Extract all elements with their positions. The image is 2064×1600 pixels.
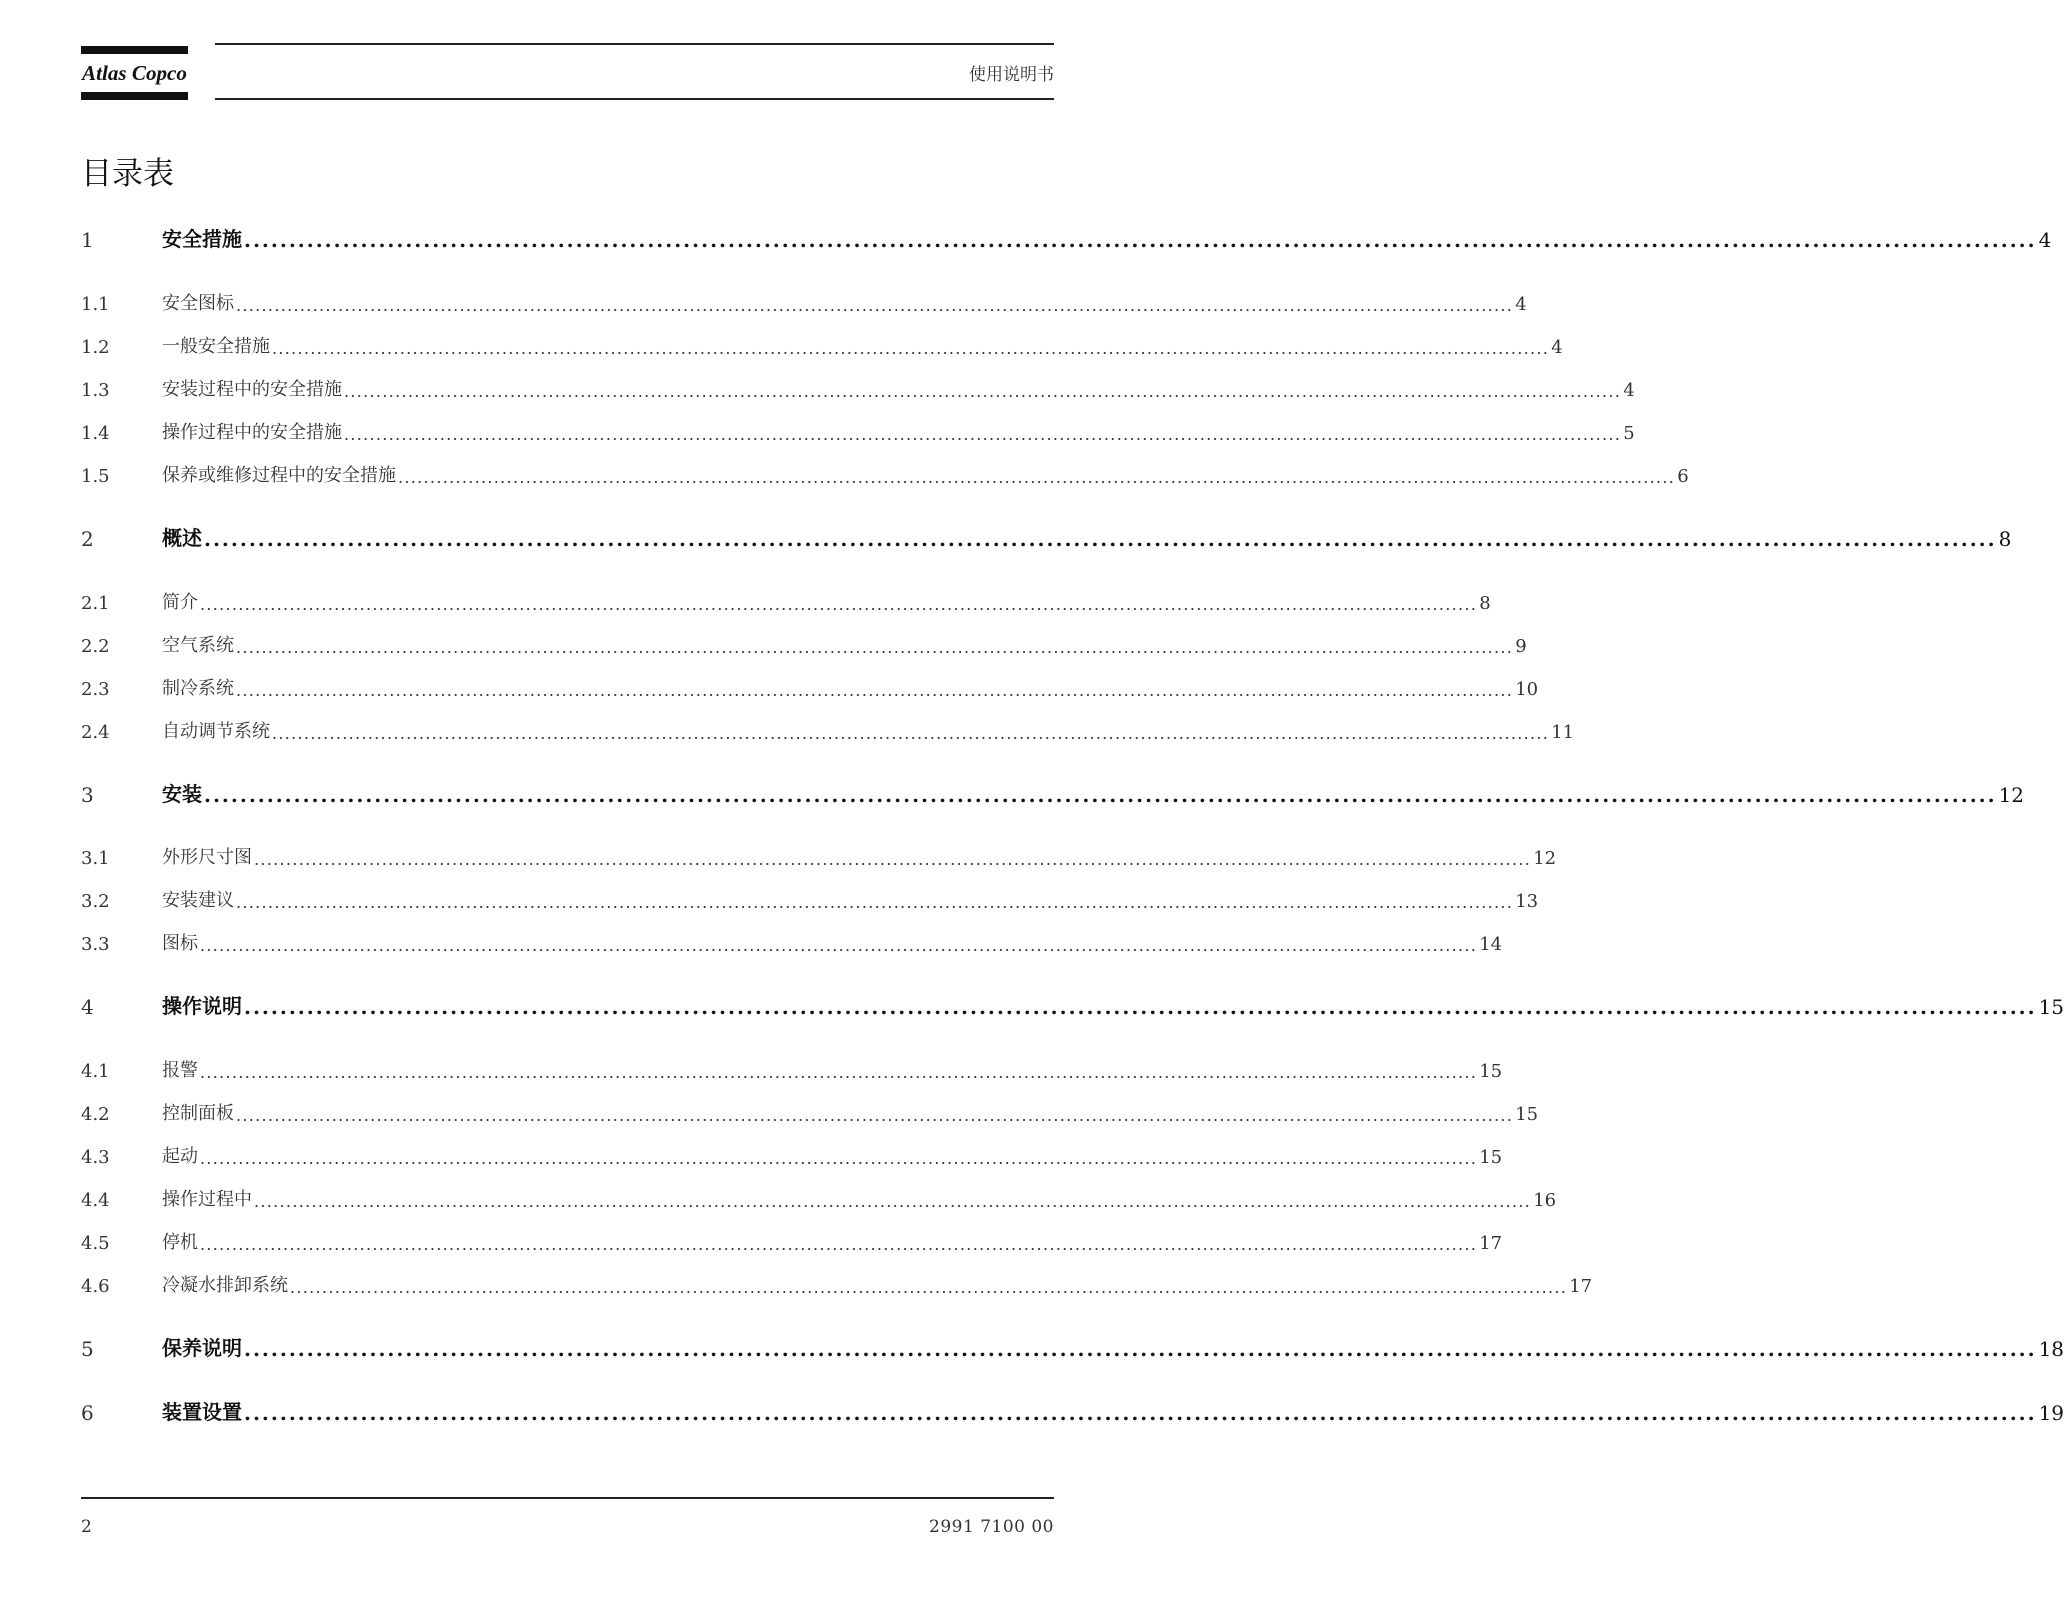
- toc-entry-page[interactable]: 4: [1515, 294, 1527, 315]
- toc-dot-leader: ........................................................................................................................................................................................................: [290, 1278, 1568, 1297]
- toc-dot-leader: ........................................................................................................................................................................................................: [344, 382, 1622, 401]
- logo-wordmark: [81, 58, 188, 88]
- toc-section-entry[interactable]: [81, 371, 1635, 401]
- logo-top-bar: [81, 46, 188, 54]
- toc-entry-number: 2: [81, 527, 94, 551]
- toc-entry-label[interactable]: 安装建议: [162, 890, 234, 911]
- toc-dot-leader: ........................................................................................................................................................................................................: [254, 1192, 1532, 1211]
- toc-dot-leader: ........................................................................................................................................................................................................: [236, 681, 1514, 700]
- toc-entry-page[interactable]: 10: [1515, 679, 1539, 700]
- footer-doc-code: 2991 7100 00: [929, 1517, 1054, 1537]
- toc-dot-leader: ........................................................................................................................................................................................................: [254, 850, 1532, 869]
- toc-chapter-entry[interactable]: [81, 989, 2064, 1019]
- toc-entry-label[interactable]: 控制面板: [162, 1103, 234, 1124]
- toc-entry-number: 4.6: [81, 1276, 110, 1297]
- toc-dot-leader: ........................................................................................................................................................................................................: [236, 893, 1514, 912]
- logo-bottom-bar: [81, 92, 188, 100]
- toc-entry-number: 3: [81, 783, 94, 807]
- toc-entry-page[interactable]: 9: [1515, 636, 1527, 657]
- toc-chapter-entry[interactable]: [81, 521, 2012, 551]
- toc-dot-leader: ........................................................................................................................................................................................................: [244, 1401, 2037, 1425]
- header-title: 使用说明书: [969, 65, 1054, 85]
- toc-entry-page[interactable]: 11: [1551, 722, 1575, 743]
- toc-entry-number: 1.3: [81, 380, 110, 401]
- footer-rule: [81, 1497, 1054, 1499]
- toc-entry-number: 2.2: [81, 636, 110, 657]
- toc-dot-leader: ........................................................................................................................................................................................................: [272, 724, 1550, 743]
- toc-entry-label[interactable]: 操作过程中的安全措施: [162, 422, 342, 443]
- toc-entry-label[interactable]: 装置设置: [162, 1400, 242, 1424]
- toc-entry-number: 4.5: [81, 1233, 110, 1254]
- toc-section-entry[interactable]: [81, 1181, 1557, 1211]
- toc-entry-number: 1: [81, 228, 94, 252]
- toc-title: 目录表: [81, 156, 174, 192]
- toc-section-entry[interactable]: [81, 925, 1503, 955]
- toc-section-entry[interactable]: [81, 713, 1575, 743]
- toc-entry-page[interactable]: 12: [1998, 783, 2025, 807]
- toc-entry-number: 2.3: [81, 679, 110, 700]
- toc-entry-page[interactable]: 15: [1479, 1147, 1503, 1168]
- toc-dot-leader: ........................................................................................................................................................................................................: [244, 228, 2037, 252]
- toc-section-entry[interactable]: [81, 627, 1527, 657]
- header-bottom-rule: [215, 98, 1054, 100]
- toc-section-entry[interactable]: [81, 285, 1527, 315]
- toc-entry-number: 3.1: [81, 848, 110, 869]
- toc-chapter-entry[interactable]: [81, 1331, 2064, 1361]
- toc-entry-number: 1.1: [81, 294, 110, 315]
- toc-entry-label[interactable]: 安装: [162, 782, 202, 806]
- toc-entry-label[interactable]: 操作过程中: [162, 1189, 252, 1210]
- toc-section-entry[interactable]: [81, 584, 1491, 614]
- toc-entry-label[interactable]: 简介: [162, 592, 198, 613]
- toc-entry-page[interactable]: 4: [1551, 337, 1563, 358]
- toc-entry-page[interactable]: 4: [2038, 228, 2052, 252]
- toc-section-entry[interactable]: [81, 1052, 1503, 1082]
- toc-section-entry[interactable]: [81, 1095, 1539, 1125]
- toc-entry-label[interactable]: 图标: [162, 933, 198, 954]
- toc-entry-number: 3.3: [81, 934, 110, 955]
- toc-dot-leader: ........................................................................................................................................................................................................: [236, 296, 1514, 315]
- toc-entry-number: 2.1: [81, 593, 110, 614]
- toc-entry-page[interactable]: 8: [1479, 593, 1491, 614]
- toc-chapter-entry[interactable]: [81, 1395, 2064, 1425]
- toc-entry-label[interactable]: 报警: [162, 1060, 198, 1081]
- toc-entry-label[interactable]: 保养说明: [162, 1336, 242, 1360]
- toc-dot-leader: ........................................................................................................................................................................................................: [200, 1063, 1478, 1082]
- toc-entry-label[interactable]: 空气系统: [162, 635, 234, 656]
- toc-entry-label[interactable]: 制冷系统: [162, 678, 234, 699]
- toc-section-entry[interactable]: [81, 882, 1539, 912]
- toc-entry-number: 3.2: [81, 891, 110, 912]
- atlas-copco-logo: [81, 46, 188, 101]
- toc-entry-page[interactable]: 17: [1479, 1233, 1503, 1254]
- footer-page-number: 2: [81, 1517, 92, 1537]
- toc-entry-page[interactable]: 12: [1533, 848, 1557, 869]
- toc-entry-page[interactable]: 8: [1998, 527, 2012, 551]
- toc-section-entry[interactable]: [81, 414, 1635, 444]
- toc-entry-page[interactable]: 6: [1677, 466, 1689, 487]
- toc-entry-page[interactable]: 5: [1623, 423, 1635, 444]
- toc-entry-page[interactable]: 19: [2038, 1401, 2064, 1425]
- toc-entry-page[interactable]: 17: [1569, 1276, 1593, 1297]
- toc-entry-number: 1.2: [81, 337, 110, 358]
- toc-entry-label[interactable]: 自动调节系统: [162, 721, 270, 742]
- toc-entry-label[interactable]: 安全图标: [162, 293, 234, 314]
- toc-dot-leader: ........................................................................................................................................................................................................: [236, 1106, 1514, 1125]
- toc-section-entry[interactable]: [81, 839, 1557, 869]
- toc-entry-number: 4.1: [81, 1061, 110, 1082]
- toc-entry-label[interactable]: 安装过程中的安全措施: [162, 379, 342, 400]
- toc-entry-label[interactable]: 保养或维修过程中的安全措施: [162, 465, 396, 486]
- toc-entry-number: 5: [81, 1337, 94, 1361]
- toc-entry-page[interactable]: 18: [2038, 1337, 2064, 1361]
- toc-entry-label[interactable]: 操作说明: [162, 994, 242, 1018]
- toc-entry-number: 4.2: [81, 1104, 110, 1125]
- toc-entry-number: 4: [81, 995, 94, 1019]
- toc-chapter-entry[interactable]: [81, 222, 2052, 252]
- toc-entry-page[interactable]: 4: [1623, 380, 1635, 401]
- toc-entry-label[interactable]: 冷凝水排卸系统: [162, 1275, 288, 1296]
- toc-section-entry[interactable]: [81, 670, 1539, 700]
- toc-entry-number: 4.4: [81, 1190, 110, 1211]
- toc-entry-label[interactable]: 停机: [162, 1232, 198, 1253]
- toc-dot-leader: ........................................................................................................................................................................................................: [200, 595, 1478, 614]
- toc-entry-label[interactable]: 安全措施: [162, 227, 242, 251]
- toc-entry-page[interactable]: 14: [1479, 934, 1503, 955]
- toc-entry-number: 4.3: [81, 1147, 110, 1168]
- toc-entry-number: 2.4: [81, 722, 110, 743]
- toc-dot-leader: ........................................................................................................................................................................................................: [344, 425, 1622, 444]
- toc-entry-page[interactable]: 15: [1515, 1104, 1539, 1125]
- toc-dot-leader: ........................................................................................................................................................................................................: [244, 1337, 2037, 1361]
- toc-entry-page[interactable]: 16: [1533, 1190, 1557, 1211]
- header-top-rule: [215, 43, 1054, 45]
- toc-entry-label[interactable]: 起动: [162, 1146, 198, 1167]
- toc-entry-page[interactable]: 15: [2038, 995, 2064, 1019]
- toc-section-entry[interactable]: [81, 1138, 1503, 1168]
- logo-wordmark-text: Atlas Copco: [79, 61, 187, 85]
- toc-entry-page[interactable]: 13: [1515, 891, 1539, 912]
- toc-section-entry[interactable]: [81, 328, 1563, 358]
- toc-chapter-entry[interactable]: [81, 777, 2025, 807]
- toc-dot-leader: ........................................................................................................................................................................................................: [398, 468, 1676, 487]
- toc-dot-leader: ........................................................................................................................................................................................................: [236, 638, 1514, 657]
- toc-section-entry[interactable]: [81, 1267, 1593, 1297]
- toc-entry-number: 1.4: [81, 423, 110, 444]
- toc-entry-number: 1.5: [81, 466, 110, 487]
- toc-entry-label[interactable]: 一般安全措施: [162, 336, 270, 357]
- toc-entry-label[interactable]: 概述: [162, 526, 202, 550]
- toc-dot-leader: ........................................................................................................................................................................................................: [204, 783, 1997, 807]
- toc-dot-leader: ........................................................................................................................................................................................................: [200, 1235, 1478, 1254]
- toc-entry-number: 6: [81, 1401, 94, 1425]
- toc-entry-page[interactable]: 15: [1479, 1061, 1503, 1082]
- toc-section-entry[interactable]: [81, 1224, 1503, 1254]
- toc-dot-leader: ........................................................................................................................................................................................................: [200, 1149, 1478, 1168]
- toc-dot-leader: ........................................................................................................................................................................................................: [272, 339, 1550, 358]
- toc-section-entry[interactable]: [81, 457, 1689, 487]
- toc-dot-leader: ........................................................................................................................................................................................................: [200, 936, 1478, 955]
- toc-dot-leader: ........................................................................................................................................................................................................: [244, 995, 2037, 1019]
- toc-dot-leader: ........................................................................................................................................................................................................: [204, 527, 1997, 551]
- toc-entry-label[interactable]: 外形尺寸图: [162, 847, 252, 868]
